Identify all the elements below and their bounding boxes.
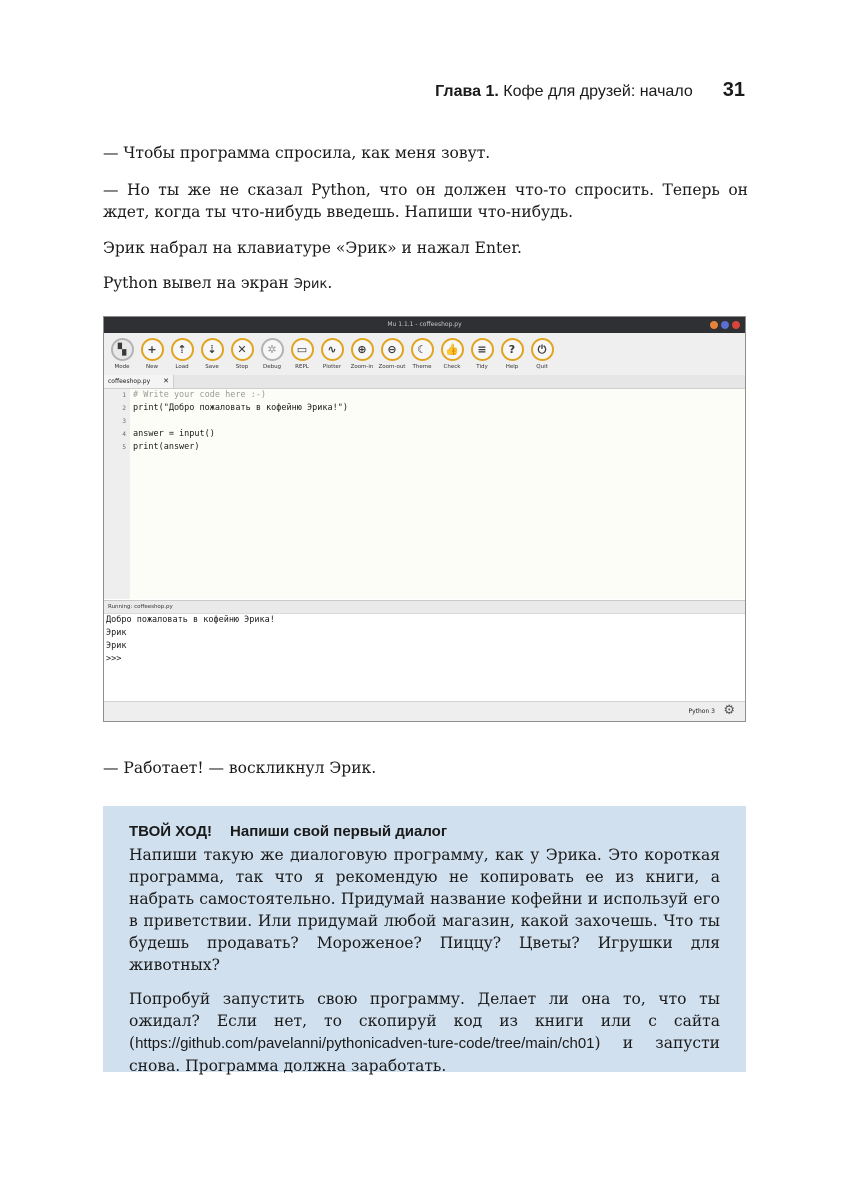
toolbar-button-label: Quit bbox=[536, 364, 548, 370]
your-turn-label: ТВОЙ ХОД! bbox=[129, 823, 213, 840]
stop-icon: ✕ bbox=[231, 338, 254, 361]
toolbar-button-check[interactable] bbox=[437, 333, 467, 375]
line-number: 2 bbox=[122, 405, 126, 412]
upload-icon: ⇡ bbox=[171, 338, 194, 361]
zoom-out-icon: ⊖ bbox=[381, 338, 404, 361]
code-line[interactable] bbox=[104, 415, 745, 428]
paragraph-4-end: . bbox=[327, 274, 333, 292]
tab-coffeeshop[interactable] bbox=[104, 375, 174, 388]
toolbar-button-theme[interactable] bbox=[407, 333, 437, 375]
toolbar-button-load[interactable] bbox=[167, 333, 197, 375]
close-icon[interactable]: ✕ bbox=[163, 377, 169, 385]
code-line[interactable] bbox=[104, 441, 745, 454]
toolbar-button-new[interactable] bbox=[137, 333, 167, 375]
toolbar-button-label: Debug bbox=[262, 364, 282, 370]
paragraph-1: — Чтобы программа спросила, как меня зовут. bbox=[103, 144, 491, 162]
toolbar-button-label: New bbox=[146, 364, 158, 370]
line-number: 4 bbox=[122, 431, 126, 438]
toolbar-button-label: Theme bbox=[412, 364, 432, 370]
toolbar-button-label: Plotter bbox=[322, 364, 342, 370]
output-line: Эрик bbox=[106, 628, 127, 638]
toolbar-button-label: Mode bbox=[114, 364, 130, 370]
code-text: print(answer) bbox=[133, 442, 200, 452]
toolbar-button-label: Help bbox=[505, 364, 519, 370]
toolbar-button-label: Zoom-in bbox=[350, 364, 374, 370]
window-button-close[interactable] bbox=[732, 321, 740, 329]
paragraph-5: — Работает! — воскликнул Эрик. bbox=[103, 759, 377, 777]
code-text: answer = input() bbox=[133, 429, 215, 439]
code-text: # Write your code here :-) bbox=[133, 390, 267, 400]
toolbar-button-save[interactable] bbox=[197, 333, 227, 375]
download-icon: ⇣ bbox=[201, 338, 224, 361]
your-turn-paragraph-2-start: Попробуй запустить свою программу. Делает ли она то, что ты ожидал? Если нет, то скопируй код из книги или с сайта ( bbox=[129, 990, 720, 1052]
toolbar-button-mode[interactable] bbox=[107, 333, 137, 375]
running-header bbox=[435, 79, 745, 103]
zoom-in-icon: ⊕ bbox=[351, 338, 374, 361]
code-line[interactable] bbox=[104, 402, 745, 415]
bug-icon: ✲ bbox=[261, 338, 284, 361]
mu-editor-window bbox=[103, 316, 746, 722]
your-turn-heading bbox=[129, 822, 720, 842]
mode-icon: ▚ bbox=[111, 338, 134, 361]
toolbar-button-repl[interactable] bbox=[287, 333, 317, 375]
help-icon: ? bbox=[501, 338, 524, 361]
toolbar-button-tidy[interactable] bbox=[467, 333, 497, 375]
inline-code: Эрик bbox=[293, 277, 328, 292]
toolbar-button-label: Check bbox=[443, 364, 461, 370]
code-line[interactable] bbox=[104, 389, 745, 402]
window-button-maximize[interactable] bbox=[721, 321, 729, 329]
plus-icon: + bbox=[141, 338, 164, 361]
toolbar-button-label: Stop bbox=[235, 364, 249, 370]
toolbar-button-label: Save bbox=[205, 364, 219, 370]
output-line: Эрик bbox=[106, 641, 127, 651]
toolbar-button-quit[interactable] bbox=[527, 333, 557, 375]
line-number: 1 bbox=[122, 392, 126, 399]
github-link[interactable]: https://github.com/pavelanni/pythonicadven-ture-code/tree/main/ch01 bbox=[135, 1035, 595, 1052]
list-icon: ≡ bbox=[471, 338, 494, 361]
window-controls bbox=[710, 321, 740, 329]
gear-icon[interactable]: ⚙ bbox=[723, 703, 735, 718]
line-number: 3 bbox=[122, 418, 126, 425]
tab-label: coffeeshop.py bbox=[108, 378, 151, 385]
your-turn-paragraph-1: Напиши такую же диалоговую программу, как у Эрика. Это короткая программа, так что я рекомендую не копировать ее из книги, а набрать самостоятельно. Придумай название кофейни и используй его в приветствии. Или придумай любой магазин, какой захочешь. Что ты будешь продавать? Мороженое? Пиццу? Цветы? Игрушки для животных? bbox=[129, 846, 720, 974]
output-line: >>> bbox=[106, 654, 122, 664]
your-turn-paragraph-2-end: ) и запусти снова. Программа должна заработать. bbox=[129, 1034, 720, 1075]
toolbar bbox=[104, 333, 745, 375]
toolbar-button-stop[interactable] bbox=[227, 333, 257, 375]
mode-indicator: Python 3 bbox=[688, 708, 715, 715]
thumbs-up-icon: 👍 bbox=[441, 338, 464, 361]
your-turn-paragraph-2 bbox=[129, 988, 720, 1077]
output-pane[interactable] bbox=[104, 614, 745, 701]
toolbar-button-debug[interactable] bbox=[257, 333, 287, 375]
toolbar-button-label: Load bbox=[175, 364, 189, 370]
toolbar-button-zoom-in[interactable] bbox=[347, 333, 377, 375]
window-button-minimize[interactable] bbox=[710, 321, 718, 329]
output-line: Добро пожаловать в кофейню Эрика! bbox=[106, 615, 275, 625]
power-icon: ⏻ bbox=[531, 338, 554, 361]
status-bar bbox=[104, 701, 745, 721]
paragraph-3: Эрик набрал на клавиатуре «Эрик» и нажал Enter. bbox=[103, 239, 522, 257]
toolbar-button-plotter[interactable] bbox=[317, 333, 347, 375]
toolbar-button-zoom-out[interactable] bbox=[377, 333, 407, 375]
pulse-icon: ∿ bbox=[321, 338, 344, 361]
toolbar-button-label: Zoom-out bbox=[378, 364, 406, 370]
keyboard-icon: ▭ bbox=[291, 338, 314, 361]
chapter-name: Кофе для друзей: начало bbox=[503, 83, 693, 100]
your-turn-box bbox=[103, 806, 746, 1075]
line-number: 5 bbox=[122, 444, 126, 451]
tab-bar bbox=[104, 375, 745, 389]
your-turn-title: Напиши свой первый диалог bbox=[230, 823, 448, 840]
code-editor[interactable] bbox=[104, 389, 745, 599]
window-title: Mu 1.1.1 - coffeeshop.py bbox=[387, 321, 462, 328]
moon-icon: ☾ bbox=[411, 338, 434, 361]
run-status-bar: Running: coffeeshop.py bbox=[104, 600, 745, 614]
chapter-title bbox=[435, 83, 693, 101]
paragraph-4-text: Python вывел на экран bbox=[103, 274, 289, 292]
chapter-number: Глава 1. bbox=[435, 83, 499, 100]
window-titlebar bbox=[104, 317, 745, 333]
toolbar-button-help[interactable] bbox=[497, 333, 527, 375]
toolbar-button-label: Tidy bbox=[476, 364, 488, 370]
page-number: 31 bbox=[722, 79, 745, 101]
toolbar-button-label: REPL bbox=[295, 364, 309, 370]
paragraph-4 bbox=[103, 272, 748, 296]
paragraph-2: — Но ты же не сказал Python, что он должен что-то спросить. Теперь он ждет, когда ты что-нибудь введешь. Напиши что-нибудь. bbox=[103, 181, 748, 221]
code-text: print("Добро пожаловать в кофейню Эрика!") bbox=[133, 403, 348, 413]
code-line[interactable] bbox=[104, 428, 745, 441]
